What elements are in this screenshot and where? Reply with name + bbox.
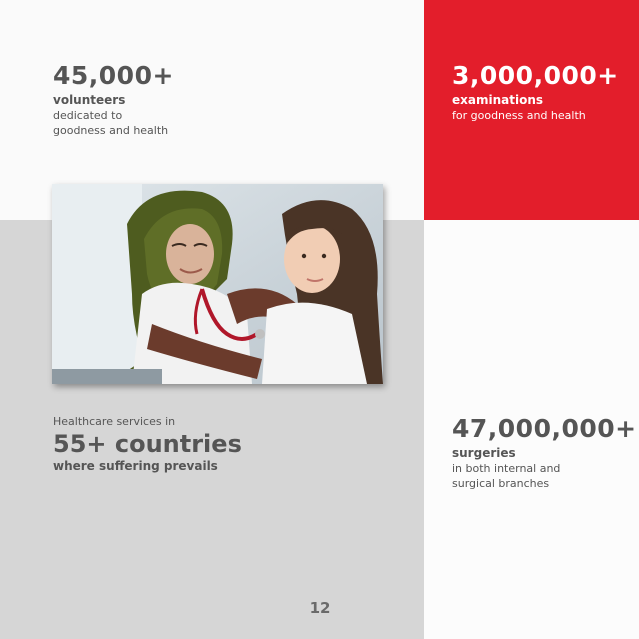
page-number: 12 <box>309 599 331 617</box>
stat-examinations <box>452 62 619 123</box>
countries-caption: where suffering prevails <box>53 459 218 473</box>
countries-intro: Healthcare services in <box>53 415 176 428</box>
stat-description: in both internal and surgical branches <box>452 462 561 490</box>
countries-block <box>53 415 242 474</box>
doctor-child-photo <box>52 184 383 384</box>
stat-value: 3,000,000+ <box>452 61 619 90</box>
stat-description: for goodness and health <box>452 109 586 122</box>
countries-count: 55+ countries <box>53 430 242 458</box>
stat-value: 47,000,000+ <box>452 414 637 443</box>
stat-description: dedicated to goodness and health <box>53 109 169 137</box>
photo-illustration <box>52 184 383 384</box>
stat-surgeries <box>452 415 637 491</box>
stat-label: volunteers <box>53 93 126 107</box>
stat-value: 45,000+ <box>53 61 174 90</box>
stat-label: surgeries <box>452 446 516 460</box>
stat-label: examinations <box>452 93 544 107</box>
stat-volunteers <box>53 62 174 138</box>
